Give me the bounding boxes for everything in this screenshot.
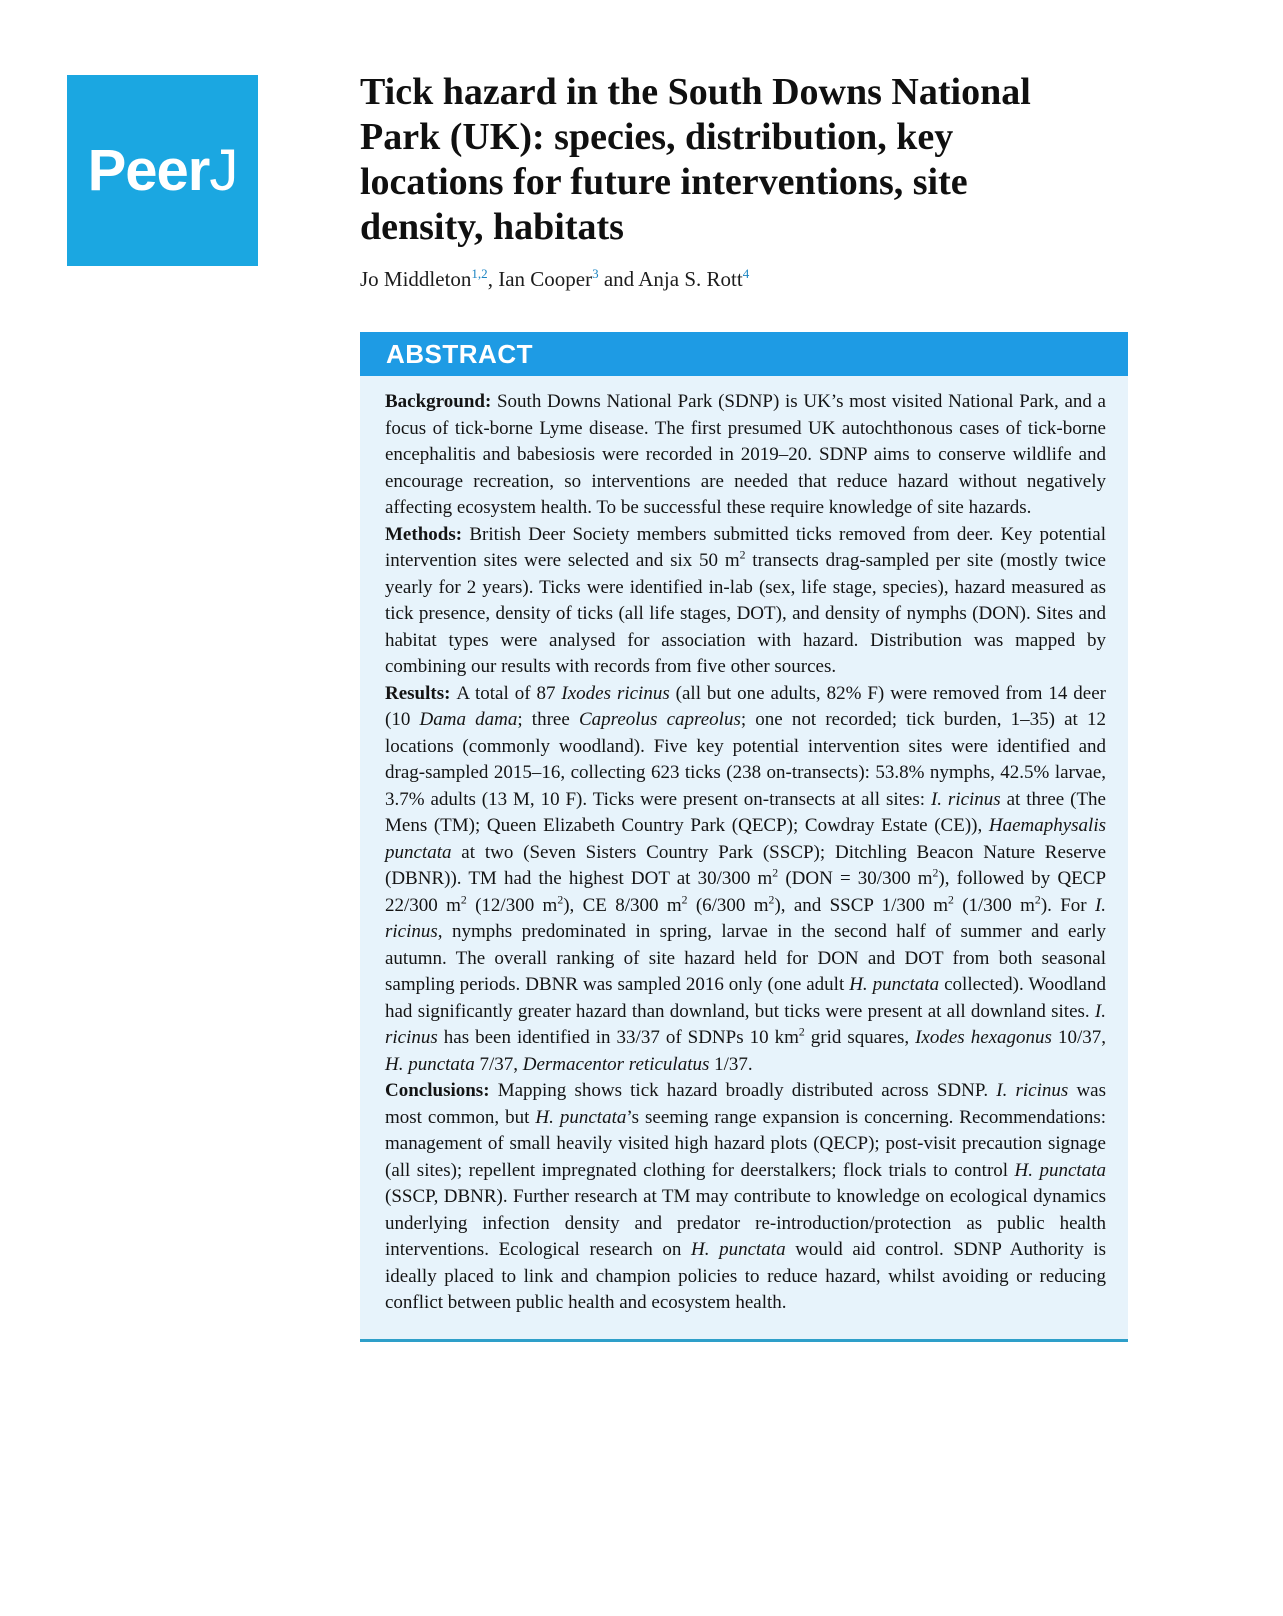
article-title-line-2: Park (UK): species, distribution, key (360, 116, 954, 158)
headline-block (360, 70, 1140, 292)
article-title-line-3: locations for future interventions, site (360, 161, 968, 203)
peerj-logo (67, 75, 258, 266)
article-title-line-1: Tick hazard in the South Downs National (360, 71, 1031, 113)
peerj-logo-j: J (209, 137, 238, 203)
abstract-body (360, 376, 1128, 1342)
abstract-section (360, 332, 1128, 1342)
peerj-logo-text (87, 137, 238, 203)
abstract-paragraph-background: Background: South Downs National Park (SDNP) is UK’s most visited National Park, and a focus of tick-borne Lyme disease. The first presumed UK autochthonous cases of tick-borne encephalitis and babesiosis were recorded in 2019–20. SDNP aims to conserve wildlife and encourage recreation, so interventions are needed that reduce hazard without negatively affecting ecosystem health. To be successful these require knowledge of site hazards. (385, 391, 1106, 518)
article-title (360, 70, 1140, 250)
author-line: Jo Middleton$^{1,2}$, Ian Cooper$^3$ and Anja S. Rott$^4$ (360, 266, 750, 291)
peerj-logo-peer: Peer (87, 137, 210, 203)
abstract-heading: ABSTRACT (360, 332, 1128, 376)
abstract-paragraph-methods: Methods: British Deer Society members submitted ticks removed from deer. Key potential intervention sites were selected and six 50 $m^2$ transects drag-sampled per site (mostly twice yearly for 2 years). Ticks were identified in-lab (sex, life stage, species), hazard measured as tick presence, density of ticks (all life stages, DOT), and density of nymphs (DON). Sites and habitat types were analysed for association with hazard. Distribution was mapped by combining our results with records from five other sources. (385, 523, 1106, 677)
abstract-paragraph-results: Results: A total of 87 Ixodes ricinus (all but one adults, 82% F) were removed from 14 deer (10 Dama dama; three Capreolus capreolus; one not recorded; tick burden, 1–35) at 12 locations (commonly woodland). Five key potential intervention sites were identified and drag-sampled 2015–16, collecting 623 ticks (238 on-transects): 53.8% nymphs, 42.5% larvae, 3.7% adults (13 M, 10 F). Ticks were present on-transects at all sites: I. ricinus at three (The Mens (TM); Queen Elizabeth Country Park (QECP); Cowdray Estate (CE)), Haemaphysalis punctata at two (Seven Sisters Country Park (SSCP); Ditchling Beacon Nature Reserve (DBNR)). TM had the highest DOT at 30/300 $m^2$ (DON = 30/300 $m^2$), followed by QECP 22/300 $m^2$ (12/300 $m^2$), CE 8/300 $m^2$ (6/300 $m^2$), and SSCP 1/300 $m^2$ (1/300 $m^2$). For I. ricinus, nymphs predominated in spring, larvae in the second half of summer and early autumn. The overall ranking of site hazard held for DON and DOT from both seasonal sampling periods. DBNR was sampled 2016 only (one adult H. punctata collected). Woodland had significantly greater hazard than downland, but ticks were present at all downland sites. I. ricinus has been identified in 33/37 of SDNPs 10 $km^2$ grid squares, Ixodes hexagonus 10/37, H. punctata 7/37, Dermacentor reticulatus 1/37. (385, 682, 1107, 1075)
abstract-paragraph-conclusions: Conclusions: Mapping shows tick hazard broadly distributed across SDNP. I. ricinus was most common, but H. punctata’s seeming range expansion is concerning. Recommendations: management of small heavily visited high hazard plots (QECP); post-visit precaution signage (all sites); repellent impregnated clothing for deerstalkers; flock trials to control H. punctata (SSCP, DBNR). Further research at TM may contribute to knowledge on ecological dynamics underlying infection density and predator re-introduction/protection as public health interventions. Ecological research on H. punctata would aid control. SDNP Authority is ideally placed to link and champion policies to reduce hazard, whilst avoiding or reducing conflict between public health and ecosystem health. (385, 1080, 1107, 1313)
article-title-line-4: density, habitats (360, 206, 624, 248)
